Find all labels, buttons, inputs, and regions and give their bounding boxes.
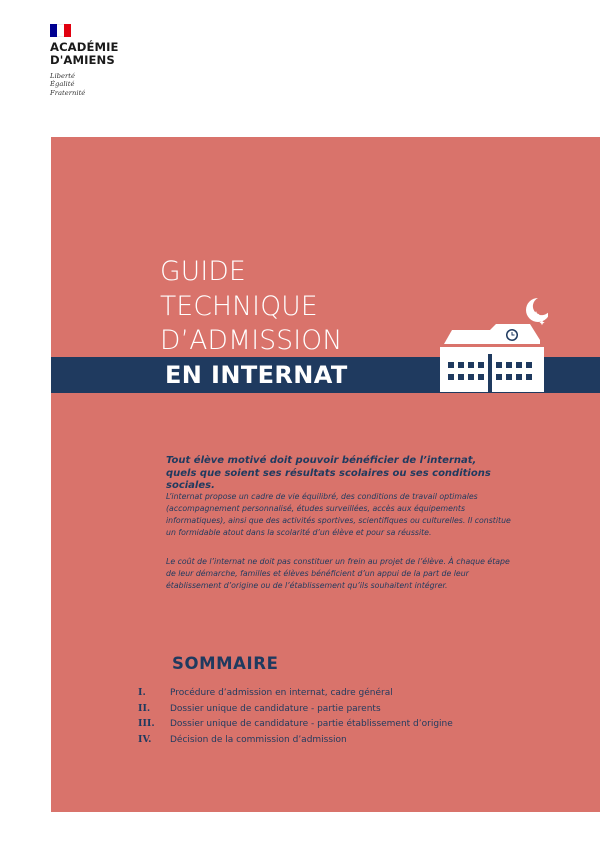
academie-name-line2: D'AMIENS — [50, 53, 115, 67]
motto-fraternite: Fraternité — [50, 88, 86, 97]
roof-left — [444, 330, 490, 344]
summary-list — [138, 687, 453, 749]
academie-logo — [50, 24, 119, 97]
academie-name-line1: ACADÉMIE — [50, 40, 119, 54]
summary-item-number: IV. — [138, 733, 152, 745]
summary-item[interactable] — [138, 718, 453, 734]
summary-item-label: Dossier unique de candidature - partie établissement d’origine — [170, 719, 453, 729]
boarding-school-icon — [438, 292, 548, 397]
intro-paragraph-1: L’internat propose un cadre de vie équilibré, des conditions de travail optimales (accompagnement personnalisé, études surveillées, accès aux équipements informatiques), ainsi que des activités sportives, scientifiques ou culturelles. Il constitue un formidable atout dans la scolarité d’un élève et pour sa réussite. — [166, 492, 511, 537]
title-line-3: D’ADMISSION — [160, 325, 343, 357]
summary-item-label: Décision de la commission d’admission — [170, 734, 347, 745]
flag-stripe-white — [57, 24, 64, 37]
guide-title — [160, 255, 342, 359]
motto-liberte: Liberté — [50, 72, 76, 80]
title-line-1: GUIDE — [160, 256, 246, 287]
summary-item-number: III. — [138, 718, 155, 729]
moon-icon — [526, 298, 548, 322]
summary-item-label: Procédure d’admission en internat, cadre général — [170, 688, 393, 698]
flag-stripe-blue — [50, 24, 57, 37]
academie-name — [50, 41, 119, 67]
republic-motto — [50, 72, 119, 97]
intro-paragraph-2: Le coût de l’internat ne doit pas constituer un frein au projet de l’élève. À chaque étape de leur démarche, familles et élèves bénéficient d’un appui de la part de leur établissement d’origine ou de l’établissement qu’ils souhaitent intégrer. — [166, 557, 510, 590]
summary-item[interactable] — [138, 703, 453, 719]
summary-item-number: II. — [138, 702, 151, 714]
french-flag-icon — [50, 24, 71, 37]
flag-stripe-red — [64, 24, 71, 37]
summary-item-label: Dossier unique de candidature - partie parents — [170, 703, 381, 714]
title-line-2: TECHNIQUE — [160, 290, 318, 322]
summary-item-number: I. — [138, 687, 146, 698]
summary-item[interactable] — [138, 734, 453, 750]
summary-heading: SOMMAIRE — [172, 654, 279, 673]
summary-item[interactable] — [138, 687, 453, 703]
motto-egalite: Égalité — [50, 80, 75, 89]
title-band-text: EN INTERNAT — [165, 361, 348, 389]
intro-lead: Tout élève motivé doit pouvoir bénéficier de l’internat, quels que soient ses résultats scolaires ou ses conditions sociales. — [166, 455, 491, 491]
